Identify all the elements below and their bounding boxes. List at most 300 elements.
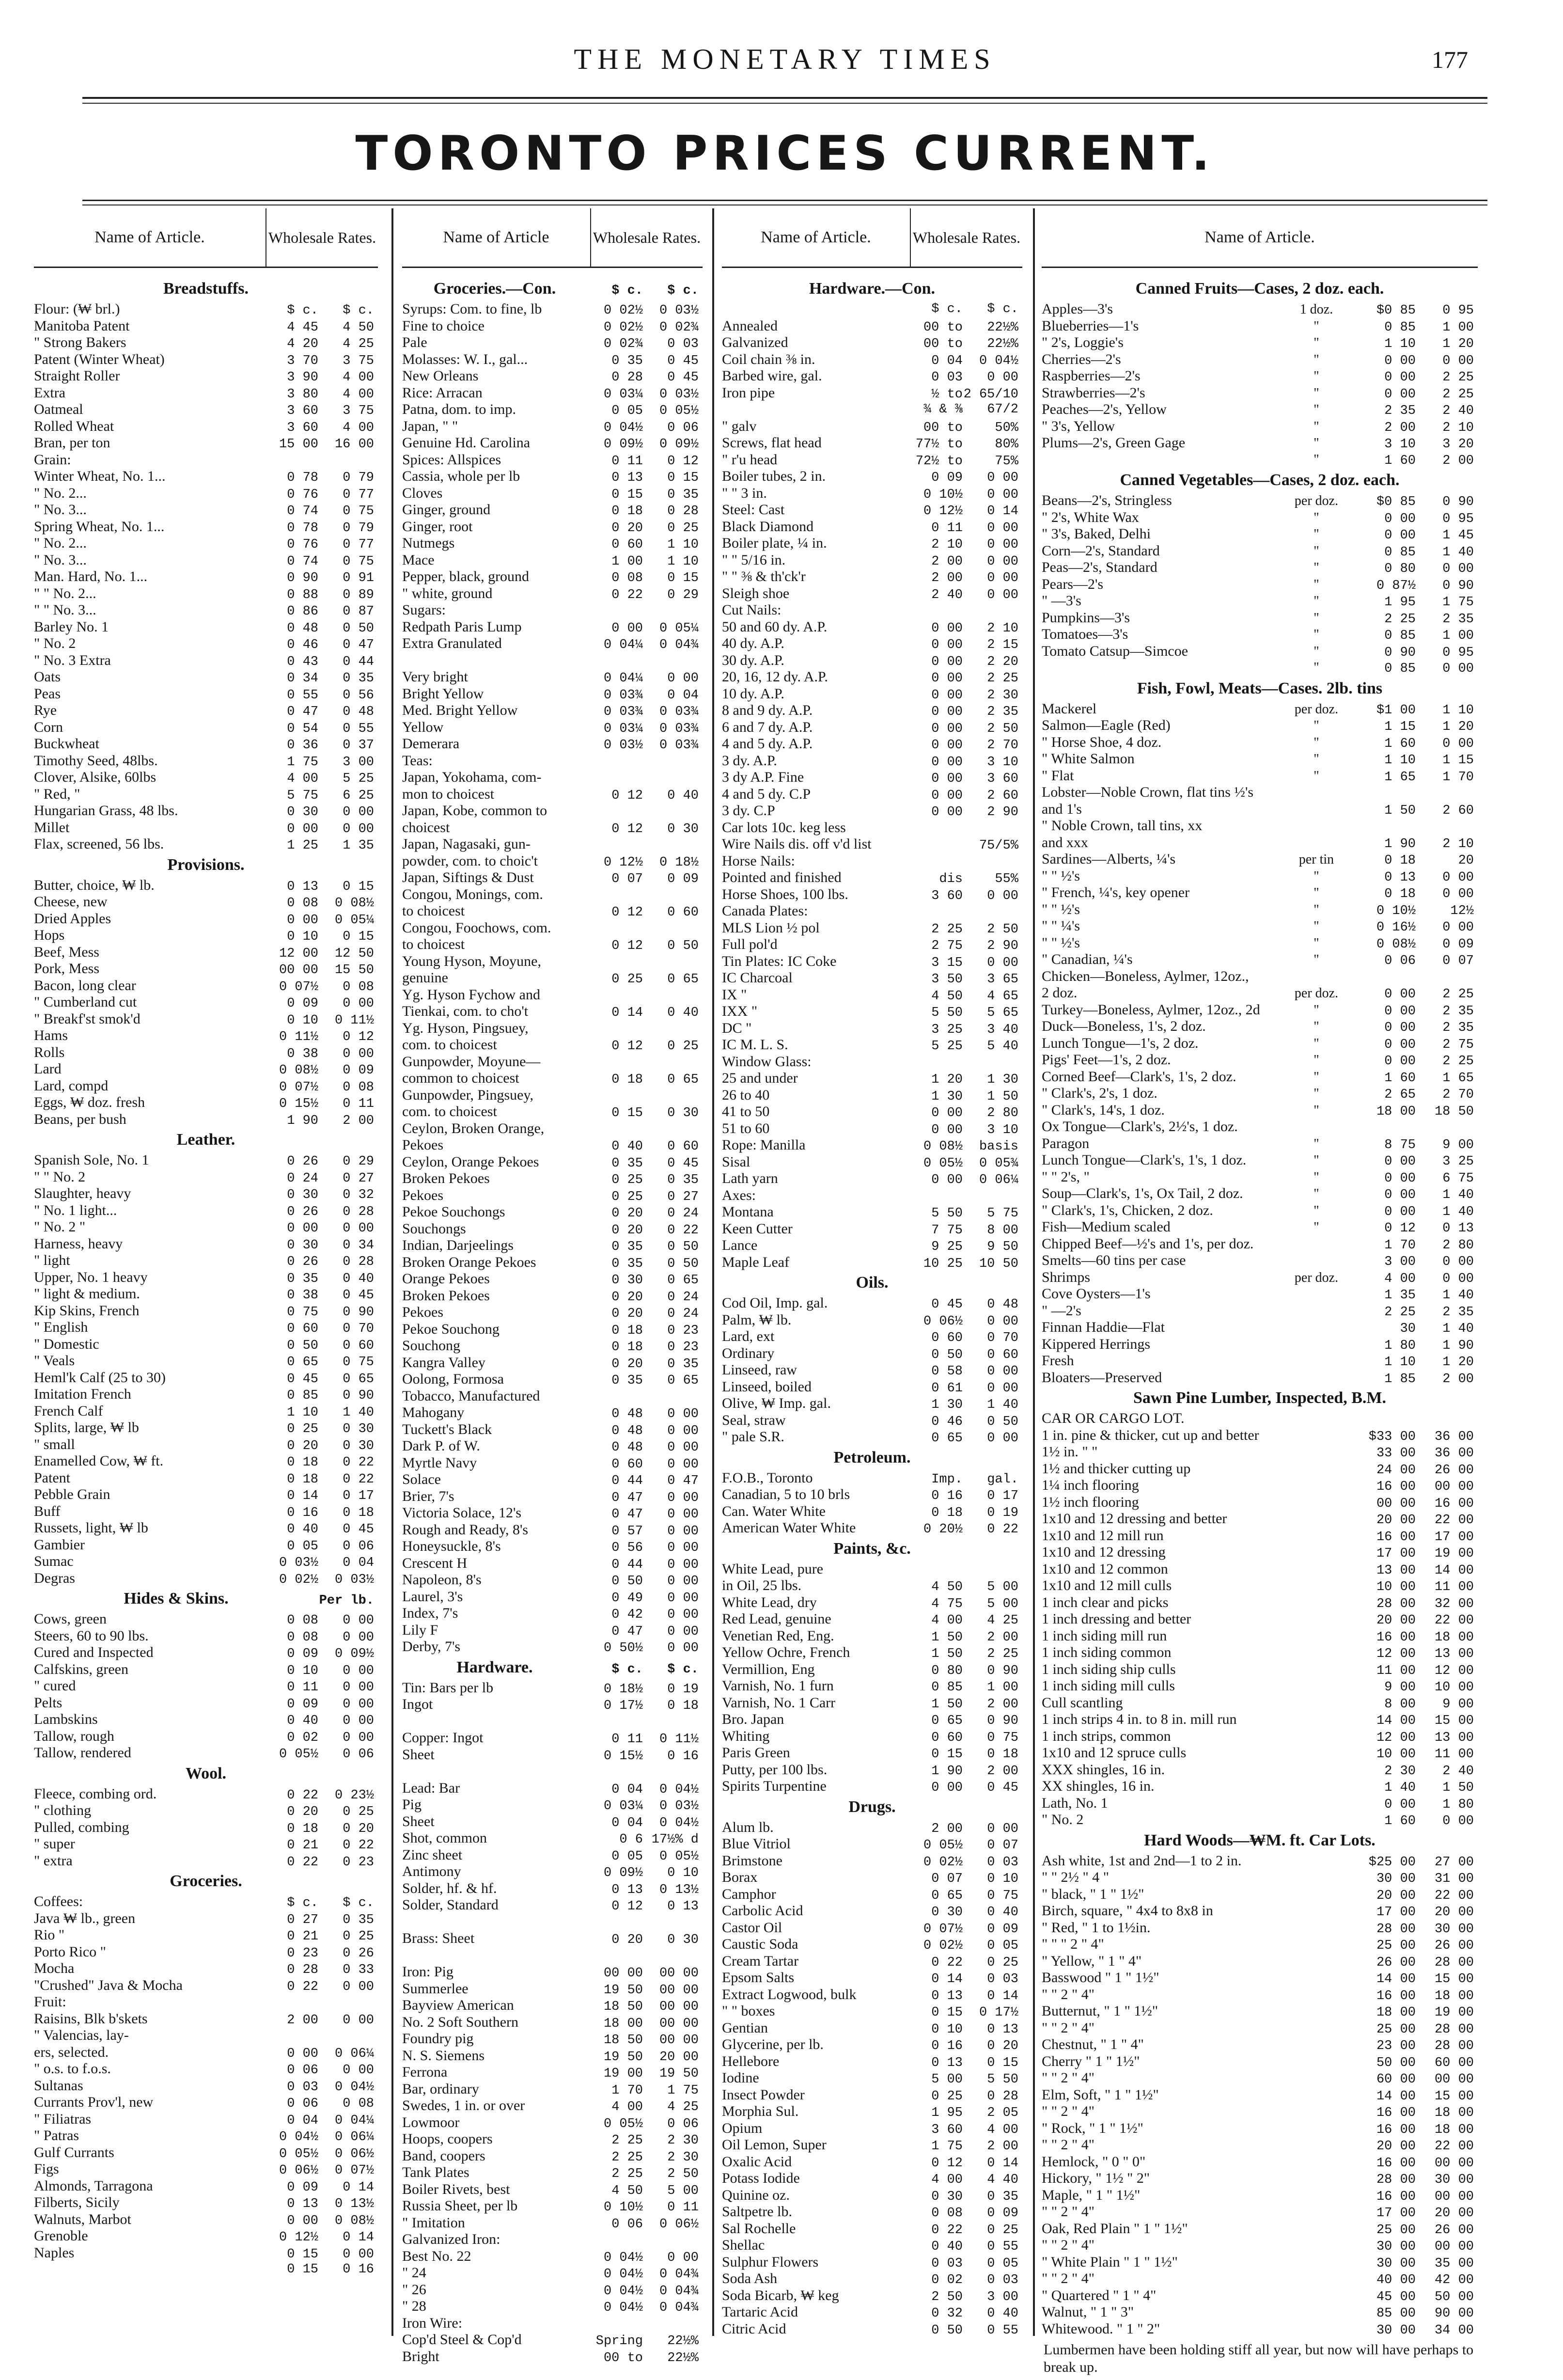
price-high: 1 90: [1442, 1338, 1474, 1353]
price-row: [402, 602, 703, 619]
article-name: Oil Lemon, Super: [722, 2137, 827, 2153]
price-low: 0 06: [287, 2096, 318, 2111]
price-row: [34, 820, 378, 836]
article-name: Oats: [34, 669, 61, 685]
price-low: 1 65: [1384, 770, 1416, 785]
article-name: Timothy Seed, 48lbs.: [34, 752, 158, 769]
price-row: [402, 1522, 703, 1539]
price-row: [1042, 801, 1478, 818]
price-row: [722, 1120, 1022, 1137]
price-high: 28 00: [1434, 2039, 1474, 2053]
price-column-1: [34, 208, 378, 2336]
price-low: 0 06: [611, 2217, 643, 2232]
price-low: 0 00: [931, 1173, 963, 1187]
article-name: F.O.B., Toronto: [722, 1469, 813, 1486]
price-row: [402, 719, 703, 736]
article-name: Pale: [402, 334, 427, 350]
price-row: [1042, 1494, 1478, 1511]
article-name: " Filiatras: [34, 2111, 92, 2127]
article-name: Bacon, long clear: [34, 977, 136, 993]
price-low: 0 11½: [279, 1030, 318, 1044]
price-low: 0 00: [931, 671, 963, 686]
price-low: 0 22: [611, 587, 643, 602]
price-row: [34, 1745, 378, 1762]
price-low: 4 50: [611, 2183, 643, 2198]
price-low: 0 74: [287, 504, 318, 519]
price-low: 0 00: [931, 721, 963, 736]
price-row: [34, 894, 378, 911]
article-name: " " ½'s: [1042, 867, 1080, 884]
price-low: 24 00: [1376, 1463, 1416, 1478]
price-high: 0 08: [343, 2096, 374, 2111]
price-row: [1042, 626, 1478, 643]
unit: ": [1313, 419, 1319, 434]
unit: ": [1313, 543, 1319, 559]
article-name: Lead: Bar: [402, 1780, 460, 1796]
price-high: 12½: [1450, 903, 1474, 918]
price-list: [1042, 268, 1478, 2337]
section-title: Leather.: [176, 1131, 235, 1149]
price-row: [1042, 1002, 1478, 1019]
price-low: 0 60: [287, 1322, 318, 1336]
price-high: 00 00: [659, 2000, 699, 2014]
price-low: 0 15: [931, 1747, 963, 1762]
price-low: 0 90: [287, 571, 318, 585]
article-name: " " 2 " 4": [1042, 2070, 1094, 2086]
article-name: Bayview American: [402, 1997, 514, 2013]
article-name: " r'u head: [722, 451, 778, 468]
price-row: [1042, 1661, 1478, 1678]
article-name: Barley No. 1: [34, 618, 109, 635]
price-low: 0 08: [611, 571, 643, 585]
price-low: 0 45: [931, 1297, 963, 1312]
price-high: 2 25: [1442, 387, 1474, 402]
price-low: 0 09: [287, 996, 318, 1011]
price-low: 4 75: [931, 1596, 963, 1611]
price-row: [34, 1202, 378, 1219]
price-low: 0 36: [287, 738, 318, 753]
price-low: 1 60: [1384, 453, 1416, 468]
price-high: $ c.: [343, 303, 374, 318]
article-name: " " 2 " 4": [1042, 2137, 1094, 2153]
price-low: 0 28: [611, 370, 643, 385]
price-row: [722, 820, 1022, 836]
article-name: Cod Oil, Imp. gal.: [722, 1295, 828, 1311]
article-name: Pebble Grain: [34, 1486, 110, 1502]
price-low: 1 70: [611, 2083, 643, 2098]
price-high: 0 03½: [659, 1799, 699, 1813]
price-row: [402, 2348, 703, 2365]
article-name: Copper: Ingot: [402, 1730, 484, 1746]
article-name: " Flat: [1042, 767, 1074, 784]
article-name: Rough and Ready, 8's: [402, 1521, 529, 1538]
article-name: Iron Wire:: [402, 2315, 463, 2331]
article-name: Cassia, whole per lb: [402, 468, 520, 484]
price-low: 1 95: [1384, 595, 1416, 610]
price-low: 0 30: [287, 1188, 318, 1202]
price-low: 0 76: [287, 537, 318, 552]
article-name: Napoleon, 8's: [402, 1572, 482, 1588]
article-name: Mace: [402, 552, 435, 568]
price-high: 1 00: [987, 1680, 1018, 1695]
price-low: 0 16½: [1376, 920, 1416, 935]
article-name: Filberts, Sicily: [34, 2194, 120, 2210]
price-low: 14 00: [1376, 2089, 1416, 2104]
price-high: 0 56: [343, 688, 374, 703]
price-low: 0 34: [287, 671, 318, 686]
section-heading: [1042, 1386, 1478, 1410]
price-low: 0 55: [287, 688, 318, 703]
price-low: 0 16: [287, 1505, 318, 1520]
price-high: 0 23½: [334, 1788, 374, 1803]
price-row: [722, 786, 1022, 803]
article-name: in Oil, 25 lbs.: [722, 1577, 802, 1593]
price-high: 0 70: [987, 1331, 1018, 1345]
section-title: Fish, Fowl, Meats—Cases. 2lb. tins: [1137, 679, 1383, 697]
article-name: Very bright: [402, 669, 468, 685]
price-high: 3 60: [987, 772, 1018, 786]
article-name: CAR OR CARGO LOT.: [1042, 1410, 1185, 1426]
article-name: 1 inch dressing and better: [1042, 1611, 1191, 1627]
price-row: [34, 1695, 378, 1712]
price-row: [402, 1997, 703, 2014]
article-name: Best No. 22: [402, 2248, 471, 2264]
table-top-rule: [82, 200, 1487, 201]
price-row: [402, 1338, 703, 1355]
article-name: " Clark's, 14's, 1 doz.: [1042, 1102, 1165, 1118]
price-low: 0 04½: [603, 2301, 643, 2315]
price-low: 0 25: [611, 1189, 643, 1204]
article-name: Band, coopers: [402, 2147, 485, 2164]
price-row: [402, 2198, 703, 2215]
price-low: 16 00: [1376, 2156, 1416, 2171]
unit: ": [1313, 1186, 1319, 1201]
price-high: 0 25: [667, 520, 699, 536]
section-heading: [1042, 1828, 1478, 1853]
article-name: Gentian: [722, 2019, 768, 2036]
price-low: 0 12: [611, 1899, 643, 1914]
price-row: [1042, 318, 1478, 335]
price-low: 0 10: [287, 930, 318, 944]
article-name: Sumac: [34, 1553, 74, 1569]
article-name: Winter Wheat, No. 1...: [34, 468, 166, 484]
price-high: 0 65: [667, 1273, 699, 1288]
price-high: 0 06½: [334, 2146, 374, 2161]
price-row: [1042, 1611, 1478, 1628]
article-name: " Red, ": [34, 786, 80, 802]
price-low: 4 00: [931, 2173, 963, 2187]
price-low: 0 35: [611, 1256, 643, 1271]
price-low: 9 25: [931, 1240, 963, 1254]
price-row: [402, 1321, 703, 1338]
price-low: 0 48: [287, 621, 318, 636]
price-high: 0 13: [987, 2022, 1018, 2037]
article-name: Basswood " 1 " 1½": [1042, 1970, 1159, 1986]
price-row: [722, 552, 1022, 569]
price-high: 6 75: [1442, 1171, 1474, 1186]
price-high: 1 30: [987, 1072, 1018, 1087]
price-row: [1042, 1886, 1478, 1903]
price-low: 0 21: [287, 1929, 318, 1944]
price-row: [34, 1286, 378, 1303]
price-high: 0 19: [987, 1505, 1018, 1520]
column-header: [1042, 208, 1478, 268]
price-row: [722, 2103, 1022, 2120]
article-name: XXX shingles, 16 in.: [1042, 1761, 1165, 1778]
price-row: [722, 1628, 1022, 1645]
price-high: 0 11½: [659, 1732, 699, 1747]
price-row: [722, 736, 1022, 753]
price-low: 0 25: [611, 1173, 643, 1187]
price-low: 0 78: [287, 520, 318, 536]
price-low: 12 00: [279, 946, 318, 961]
article-name: " super: [34, 1836, 75, 1852]
price-high: 0 06: [343, 1539, 374, 1554]
price-row: [722, 1819, 1022, 1836]
price-high: 0 04: [667, 688, 699, 703]
price-high: 5 75: [987, 1206, 1018, 1221]
unit: ": [1313, 660, 1319, 675]
article-name: " 24: [402, 2265, 426, 2281]
article-name: " " 5/16 in.: [722, 552, 786, 568]
article-name: and 1's: [1042, 801, 1082, 817]
price-low: 0 00: [1384, 1204, 1416, 1219]
price-high: 0 79: [343, 471, 374, 485]
price-row: [1042, 1461, 1478, 1478]
price-row: [722, 836, 1022, 853]
price-high: 0 48: [343, 705, 374, 719]
price-row: [1042, 1628, 1478, 1645]
running-title: THE MONETARY TIMES: [574, 43, 996, 75]
article-name: Morphia Sul.: [722, 2103, 799, 2119]
article-name: Mackerel: [1042, 700, 1097, 717]
article-name: Soup—Clark's, 1's, Ox Tail, 2 doz.: [1042, 1185, 1243, 1201]
price-high: 12 50: [334, 946, 374, 961]
article-name: Lath, No. 1: [1042, 1795, 1108, 1811]
price-low: 1 10: [287, 1405, 318, 1420]
price-low: 0 20: [611, 1223, 643, 1238]
price-low: 1 85: [1384, 1371, 1416, 1387]
article-name: Crescent H: [402, 1555, 468, 1571]
section-heading: [722, 1446, 1022, 1470]
price-row: [402, 1696, 703, 1713]
price-high: $ c.: [987, 302, 1018, 316]
article-name: Redpath Paris Lump: [402, 618, 522, 635]
price-high: 0 90: [343, 1388, 374, 1403]
price-row: [1042, 1069, 1478, 1086]
article-name: Insect Powder: [722, 2086, 805, 2103]
price-row: [34, 877, 378, 894]
price-row: [34, 502, 378, 519]
price-low: 0 35: [287, 1271, 318, 1286]
price-low: 30 00: [1376, 1872, 1416, 1886]
price-low: 0 48: [611, 1423, 643, 1438]
article-name: choicest: [402, 819, 450, 835]
price-low: 0 00: [1384, 987, 1416, 1002]
price-row: [34, 1470, 378, 1487]
price-low: 10 00: [1376, 1747, 1416, 1762]
price-low: 00 to: [923, 320, 963, 335]
price-low: 0 04½: [603, 2284, 643, 2299]
price-row: [34, 1927, 378, 1944]
price-row: [34, 318, 378, 335]
article-name: Potass Iodide: [722, 2170, 800, 2186]
price-low: 0 6: [619, 1832, 643, 1847]
price-row: [34, 977, 378, 994]
price-high: 0 65: [667, 1072, 699, 1087]
article-name: Lowmoor: [402, 2114, 460, 2130]
price-low: 0 00: [1384, 528, 1416, 543]
price-high: 22 00: [1434, 2139, 1474, 2154]
article-name: " No. 3 Extra: [34, 652, 111, 668]
price-high: 0 04½: [979, 353, 1018, 368]
article-name: " black, " 1 " 1½": [1042, 1886, 1144, 1902]
price-low: 0 03¼: [603, 387, 643, 402]
price-high: 4 25: [343, 337, 374, 351]
price-high: 3 25: [1442, 1154, 1474, 1169]
price-row: [1042, 1035, 1478, 1052]
article-name: Splits, large, ₩ lb: [34, 1419, 139, 1435]
article-name: Lunch Tongue—1's, 2 doz.: [1042, 1035, 1199, 1051]
article-name: Fleece, combing ord.: [34, 1785, 157, 1802]
article-name: Sheet: [402, 1813, 435, 1829]
price-low: 0 04: [931, 353, 963, 368]
price-low: 00 00: [279, 963, 318, 977]
price-row: [1042, 643, 1478, 660]
article-name: " cured: [34, 1678, 76, 1694]
price-low: 0 61: [931, 1381, 963, 1396]
price-low: 10 00: [1376, 1580, 1416, 1594]
price-row: [1042, 1561, 1478, 1578]
price-row: [402, 1388, 703, 1405]
price-low: 0 09: [931, 471, 963, 485]
price-row: [722, 1003, 1022, 1020]
article-name: Peaches—2's, Yellow: [1042, 401, 1167, 417]
article-name: Broken Orange Pekoes: [402, 1254, 536, 1270]
price-low: 0 12½: [603, 855, 643, 870]
article-name: Shellac: [722, 2237, 765, 2253]
price-row: [1042, 1936, 1478, 1953]
article-name: Canada Plates:: [722, 903, 808, 919]
price-row: [722, 1486, 1022, 1503]
article-name: Cured and Inspected: [34, 1644, 154, 1660]
price-low: 0 22: [287, 1979, 318, 1994]
price-row: [402, 1154, 703, 1171]
price-row: [34, 1611, 378, 1628]
price-high: 28 00: [1434, 1955, 1474, 1970]
price-low: 0 18: [611, 1323, 643, 1338]
article-name: " " 2 " 4": [1042, 2019, 1094, 2036]
price-low: 18 00: [1376, 1104, 1416, 1119]
price-row: [1042, 1594, 1478, 1611]
unit: ": [1313, 1220, 1319, 1235]
article-name: Broken Pekoes: [402, 1287, 490, 1304]
price-high: 0 28: [343, 1204, 374, 1219]
article-name: Smelts—60 tins per case: [1042, 1252, 1186, 1268]
article-name: " No. 3...: [34, 502, 87, 518]
price-high: 0 00: [343, 2063, 374, 2078]
price-high: 0 07½: [334, 2163, 374, 2178]
price-low: 0 57: [611, 1524, 643, 1539]
price-row: [722, 619, 1022, 636]
price-low: 0 18: [1384, 887, 1416, 901]
price-low: 0 85: [1384, 662, 1416, 676]
article-name: 1 inch siding ship culls: [1042, 1661, 1176, 1677]
article-name: Nutmegs: [402, 535, 455, 551]
price-row: [722, 318, 1022, 335]
price-high: 0 00: [1442, 1814, 1474, 1828]
price-high: 2 25: [1442, 370, 1474, 385]
price-row: [402, 2215, 703, 2232]
price-row: [722, 719, 1022, 736]
article-name: Zinc sheet: [402, 1846, 463, 1863]
price-high: 00 00: [659, 2016, 699, 2031]
price-row: [402, 820, 703, 836]
price-low: 0 04: [611, 1782, 643, 1797]
article-name: Lard: [34, 1061, 62, 1077]
price-row: [34, 418, 378, 435]
price-row: [34, 1628, 378, 1645]
price-high: 0 40: [987, 1905, 1018, 1920]
price-row: [722, 2221, 1022, 2238]
price-high: 4 65: [987, 989, 1018, 1004]
article-name: 40 dy. A.P.: [722, 635, 784, 651]
price-low: 0 22: [931, 2222, 963, 2238]
price-row: [1042, 1970, 1478, 1986]
section-unit: $ c.: [611, 284, 643, 298]
article-name: 2 doz.: [1042, 985, 1078, 1001]
section-heading: [34, 1869, 378, 1893]
price-high: 0 18: [987, 1747, 1018, 1762]
price-low: 0 00: [287, 2046, 318, 2061]
price-low: 0 20: [287, 1805, 318, 1819]
price-low: 0 09½: [603, 1866, 643, 1880]
price-high: 0 00: [343, 1663, 374, 1678]
article-name: 25 and under: [722, 1070, 798, 1086]
price-high: 11 00: [1434, 1747, 1474, 1762]
price-row: [34, 1994, 378, 2011]
price-row: [1042, 2036, 1478, 2053]
price-high: 1 50: [987, 1089, 1018, 1104]
price-low: 0 00: [1384, 1037, 1416, 1052]
price-low: 5 50: [931, 1206, 963, 1221]
price-low: 0 18: [287, 1455, 318, 1470]
price-low: 0 00: [931, 1106, 963, 1120]
price-low: 0 03¾: [603, 705, 643, 719]
price-column-4: [1042, 208, 1478, 2375]
price-row: [722, 2020, 1022, 2037]
price-high: 0 09½: [659, 437, 699, 452]
price-low: 8 75: [1384, 1137, 1416, 1152]
price-low: 16 00: [1376, 2189, 1416, 2204]
article-name: Corn—2's, Standard: [1042, 542, 1160, 559]
price-low: 0 08½: [1376, 937, 1416, 952]
price-high: 0 35: [987, 2189, 1018, 2204]
article-name: 1 inch clear and picks: [1042, 1594, 1169, 1610]
price-low: 4 20: [287, 337, 318, 351]
unit: ": [1313, 952, 1319, 967]
page-title: TORONTO PRICES CURRENT.: [355, 126, 1215, 181]
price-row: [722, 1644, 1022, 1661]
price-high: 2 80: [987, 1106, 1018, 1120]
price-low: 2 00: [1384, 420, 1416, 435]
price-row: [34, 1011, 378, 1028]
price-high: 26 00: [1434, 2222, 1474, 2238]
price-low: 45 00: [1376, 2289, 1416, 2304]
article-name: IX ": [722, 986, 747, 1003]
article-name: 1½ and thicker cutting up: [1042, 1460, 1191, 1477]
price-high: 19 50: [659, 2066, 699, 2081]
